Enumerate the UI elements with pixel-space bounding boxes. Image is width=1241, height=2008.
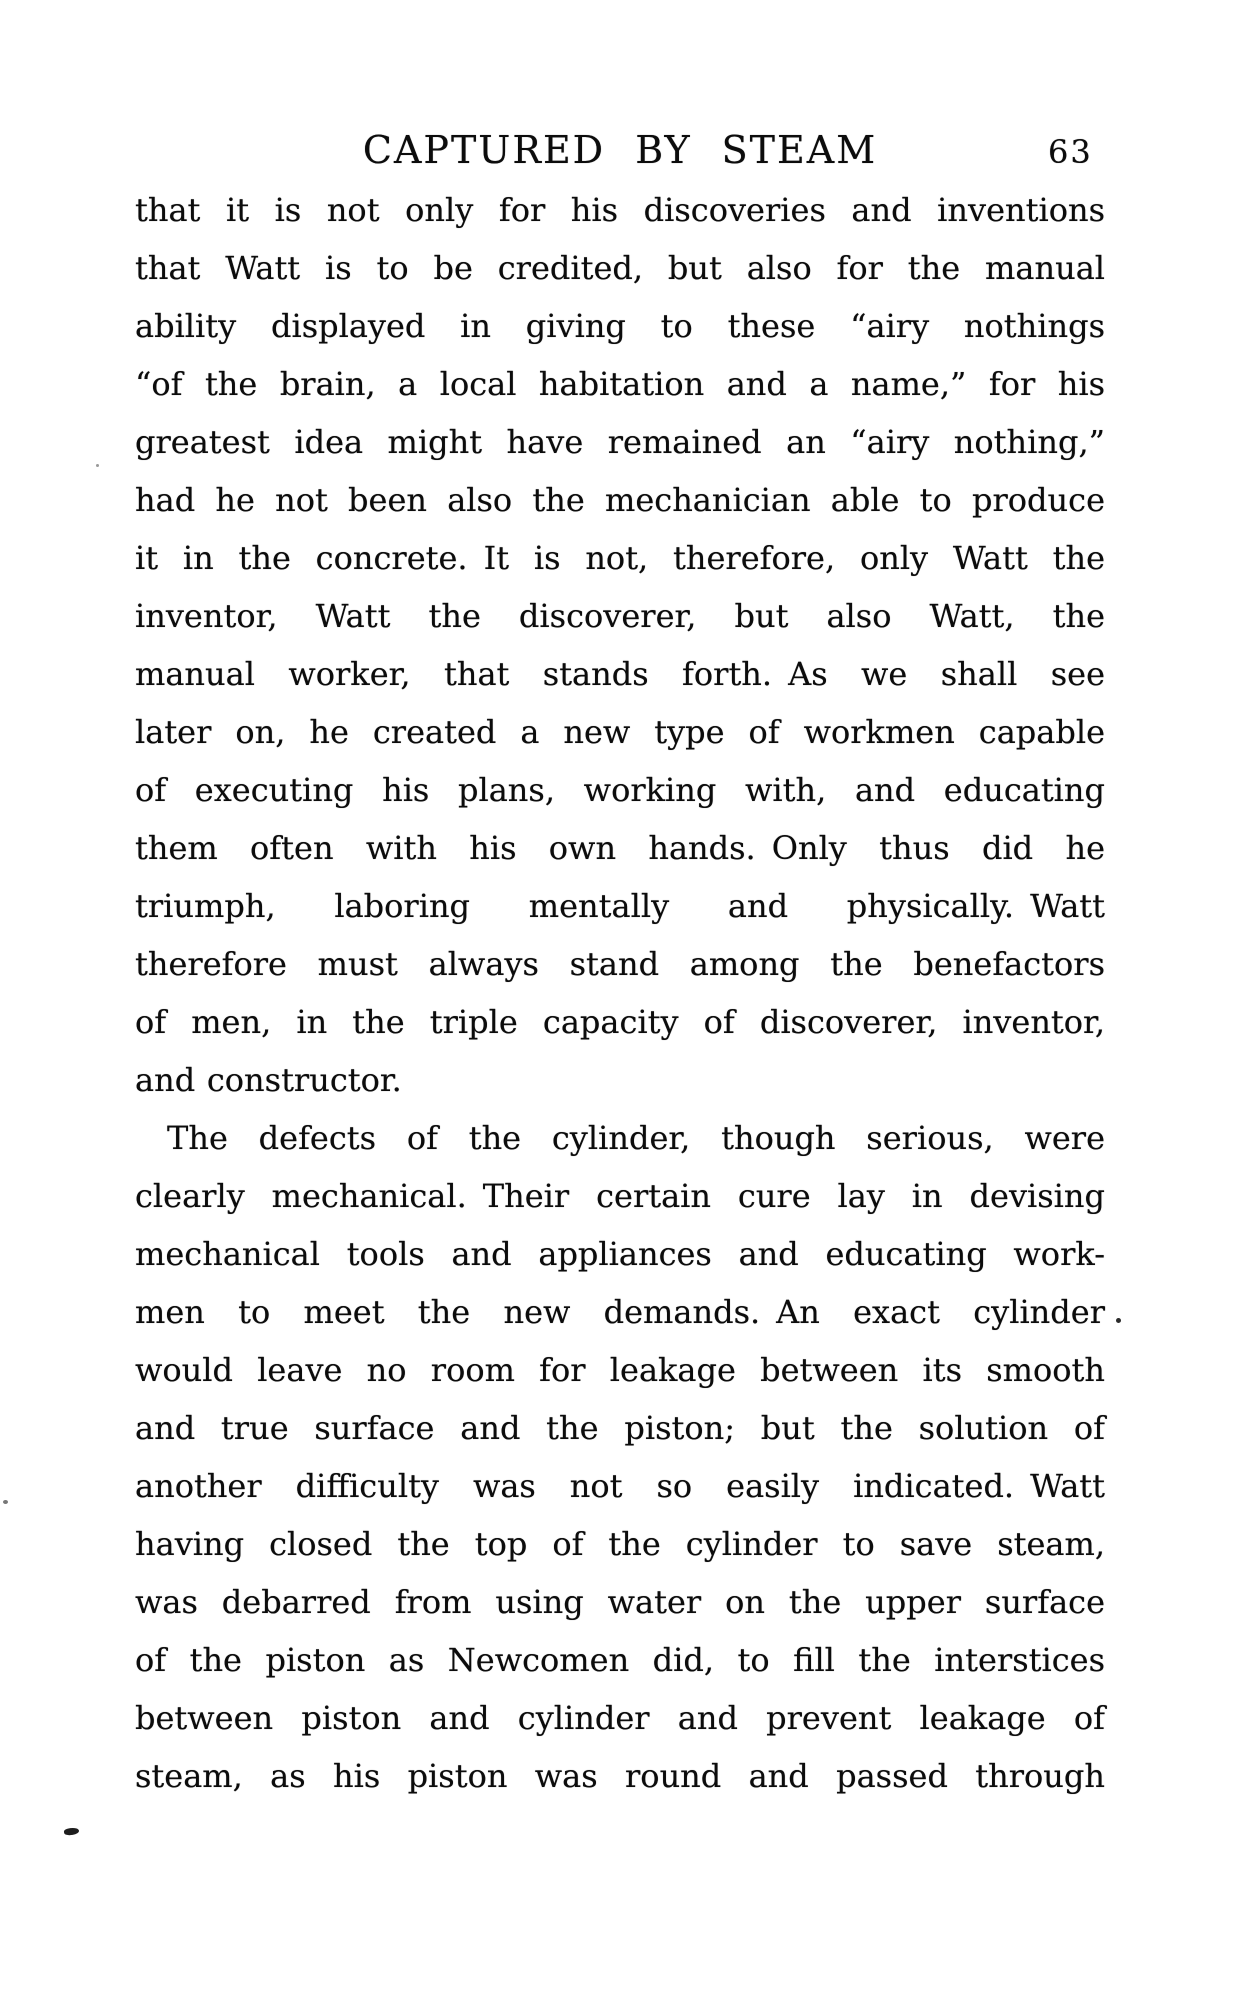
text-line: of men, in the triple capacity of discoverer, inventor, bbox=[135, 1003, 1105, 1041]
text-line: manual worker, that stands forth. As we shall see bbox=[135, 655, 1105, 693]
text-line: men to meet the new demands. An exact cylinder bbox=[135, 1293, 1105, 1331]
text-line: later on, he created a new type of workmen capable bbox=[135, 713, 1105, 751]
text-line: that Watt is to be credited, but also for the manual bbox=[135, 249, 1105, 287]
text-block bbox=[135, 181, 1105, 1805]
scan-speck bbox=[64, 1827, 80, 1836]
text-line: mechanical tools and appliances and educating work- bbox=[135, 1235, 1105, 1273]
text-line: and true surface and the piston; but the solution of bbox=[135, 1409, 1105, 1447]
text-line: triumph, laboring mentally and physically. Watt bbox=[135, 887, 1105, 925]
text-line: it in the concrete. It is not, therefore, only Watt the bbox=[135, 539, 1105, 577]
text-line: had he not been also the mechanician able to produce bbox=[135, 481, 1105, 519]
text-line: having closed the top of the cylinder to save steam, bbox=[135, 1525, 1105, 1563]
text-line: and constructor. bbox=[135, 1061, 402, 1099]
running-title: CAPTURED BY STEAM bbox=[362, 128, 878, 172]
text-line: would leave no room for leakage between its smooth bbox=[135, 1351, 1105, 1389]
text-line: “of the brain, a local habitation and a name,” for his bbox=[135, 365, 1105, 403]
page-number: 63 bbox=[1048, 133, 1093, 171]
text-line: between piston and cylinder and prevent leakage of bbox=[135, 1699, 1105, 1737]
text-line: greatest idea might have remained an “airy nothing,” bbox=[135, 423, 1105, 461]
text-line: therefore must always stand among the benefactors bbox=[135, 945, 1105, 983]
text-line: steam, as his piston was round and passed through bbox=[135, 1757, 1105, 1795]
text-line: them often with his own hands. Only thus did he bbox=[135, 829, 1105, 867]
text-line: of executing his plans, working with, and educating bbox=[135, 771, 1105, 809]
text-line: that it is not only for his discoveries and inventions bbox=[135, 191, 1105, 229]
text-line: The defects of the cylinder, though serious, were bbox=[167, 1119, 1105, 1157]
text-line: inventor, Watt the discoverer, but also Watt, the bbox=[135, 597, 1105, 635]
text-line: ability displayed in giving to these “airy nothings bbox=[135, 307, 1105, 345]
text-line: clearly mechanical. Their certain cure lay in devising bbox=[135, 1177, 1105, 1215]
scan-speck bbox=[96, 464, 99, 467]
scan-speck bbox=[3, 1500, 8, 1504]
text-line: another difficulty was not so easily indicated. Watt bbox=[135, 1467, 1105, 1505]
scan-speck bbox=[1116, 1318, 1121, 1323]
text-line: of the piston as Newcomen did, to fill the interstices bbox=[135, 1641, 1105, 1679]
text-line: was debarred from using water on the upper surface bbox=[135, 1583, 1105, 1621]
